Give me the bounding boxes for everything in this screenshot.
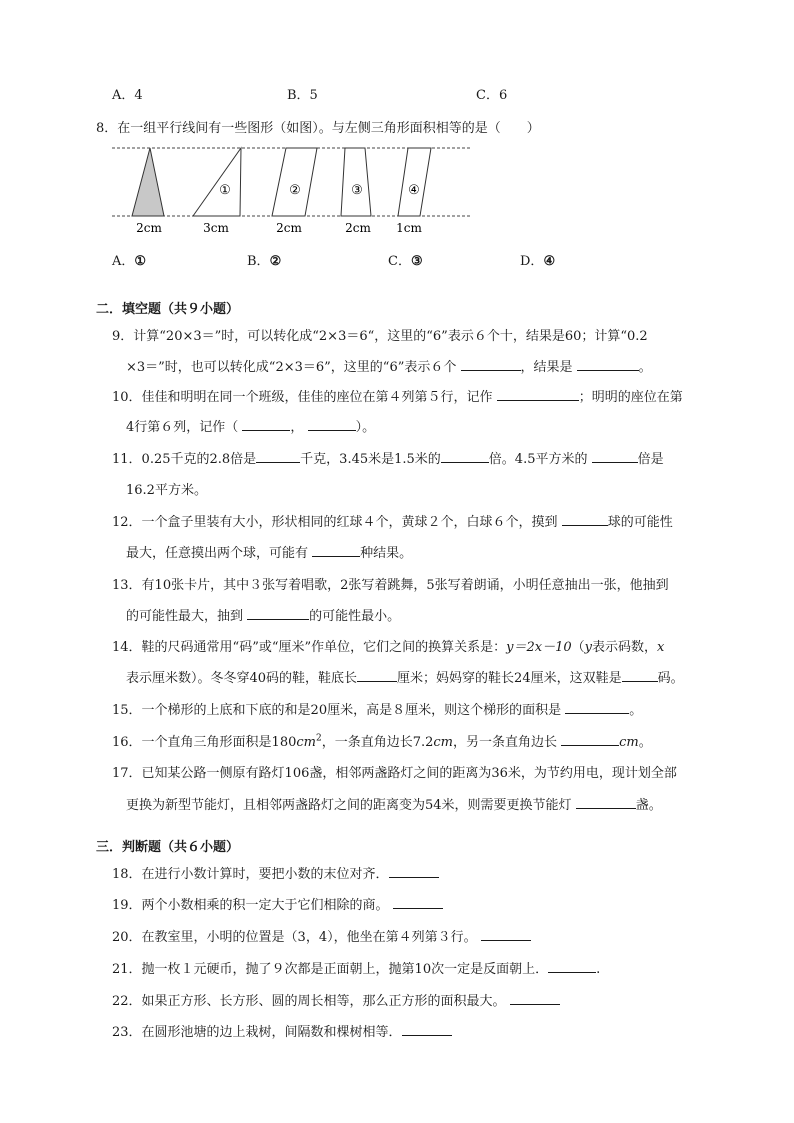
q8-option-d: D．④ (520, 254, 556, 269)
q7-option-b: B．5 (287, 88, 318, 103)
shape-1-mark: ① (219, 183, 231, 198)
shaded-triangle (132, 148, 164, 216)
q10-line2: 4行第６列，记作（ ， ）。 (126, 416, 375, 435)
shape-label-4: 1cm (396, 221, 422, 235)
q11-line2: 16.2平方米。 (126, 483, 207, 498)
shape-label-1: 3cm (203, 221, 229, 235)
q12-line2: 最大，任意摸出两个球，可能有 种结果。 (126, 542, 412, 561)
q7-option-c: C．6 (476, 88, 508, 103)
q8-figure (112, 143, 474, 239)
q12-line1: 12．一个盒子里装有大小，形状相同的红球４个，黄球２个，白球６个，摸到 球的可能性 (112, 511, 673, 530)
q8-option-c: C．③ (388, 254, 423, 269)
q22: 22．如果正方形、长方形、圆的周长相等，那么正方形的面积最大。 (112, 990, 560, 1009)
shape-1-triangle (193, 148, 241, 216)
shape-4-parallelogram (398, 148, 431, 216)
q18: 18．在进行小数计算时，要把小数的末位对齐． (112, 863, 439, 882)
shape-4-mark: ④ (408, 183, 420, 198)
q17-line1: 17．已知某公路一侧原有路灯106盏，相邻两盏路灯之间的距离为36米，为节约用电，现计划全部 (112, 766, 677, 781)
q8-option-b: B．② (247, 254, 282, 269)
section2-title: 二．填空题（共９小题） (96, 302, 240, 317)
shape-2-parallelogram (272, 148, 317, 216)
shape-3-mark: ③ (351, 183, 363, 198)
shape-label-2: 2cm (276, 221, 302, 235)
shape-3-trapezoid (341, 148, 371, 216)
q8-stem: 8．在一组平行线间有一些图形（如图）。与左侧三角形面积相等的是（ ） (96, 121, 540, 136)
q17-line2: 更换为新型节能灯，且相邻两盏路灯之间的距离变为54米，则需要更换节能灯 盏。 (126, 794, 662, 813)
q13-line1: 13．有10张卡片，其中３张写着唱歌，2张写着跳舞，5张写着朗诵，小明任意抽出一张，他抽到 (112, 578, 669, 593)
q13-line2: 的可能性最大，抽到 的可能性最小。 (126, 605, 400, 624)
q11-line1: 11．0.25千克的2.8倍是 千克，3.45米是1.5米的 倍。4.5平方米的 倍是 (112, 448, 664, 467)
shape-label-3: 2cm (345, 221, 371, 235)
q14-line2: 表示厘米数）。冬冬穿40码的鞋，鞋底长 厘米；妈妈穿的鞋长24厘米，这双鞋是 码。 (126, 667, 684, 686)
q20: 20．在教室里，小明的位置是（3，4），他坐在第４列第３行。 (112, 926, 531, 945)
section3-title: 三．判断题（共６小题） (96, 840, 240, 855)
q15: 15．一个梯形的上底和下底的和是20厘米，高是８厘米，则这个梯形的面积是 。 (112, 699, 642, 718)
q19: 19．两个小数相乘的积一定大于它们相除的商。 (112, 894, 443, 913)
q14-line1: 14．鞋的尺码通常用“码”或“厘米”作单位，它们之间的换算关系是：y＝2x－10（y表示码数，x (112, 640, 665, 655)
q7-option-a: A．4 (112, 88, 143, 103)
q10-line1: 10．佳佳和明明在同一个班级，佳佳的座位在第４列第５行，记作 ；明明的座位在第 (112, 386, 683, 405)
q21: 21．抛一枚１元硬币，抛了９次都是正面朝上，抛第10次一定是反面朝上． . (112, 958, 600, 977)
shape-2-mark: ② (289, 183, 301, 198)
q9-line2: ×3＝”时，也可以转化成“2×3＝6”，这里的“6”表示６个 ，结果是 。 (126, 356, 652, 375)
q23: 23．在圆形池塘的边上栽树，间隔数和棵树相等． (112, 1021, 452, 1040)
q8-option-a: A．① (112, 254, 147, 269)
shape-label-0: 2cm (136, 221, 162, 235)
q9-line1: 9．计算“20×3＝”时，可以转化成“2×3＝6“，这里的“6”表示６个十，结果是60；计算“0.2 (112, 329, 648, 344)
q16: 16．一个直角三角形面积是$180cm^2$，一条直角边长7.2cm，另一条直角边长 cm。 (112, 733, 652, 750)
